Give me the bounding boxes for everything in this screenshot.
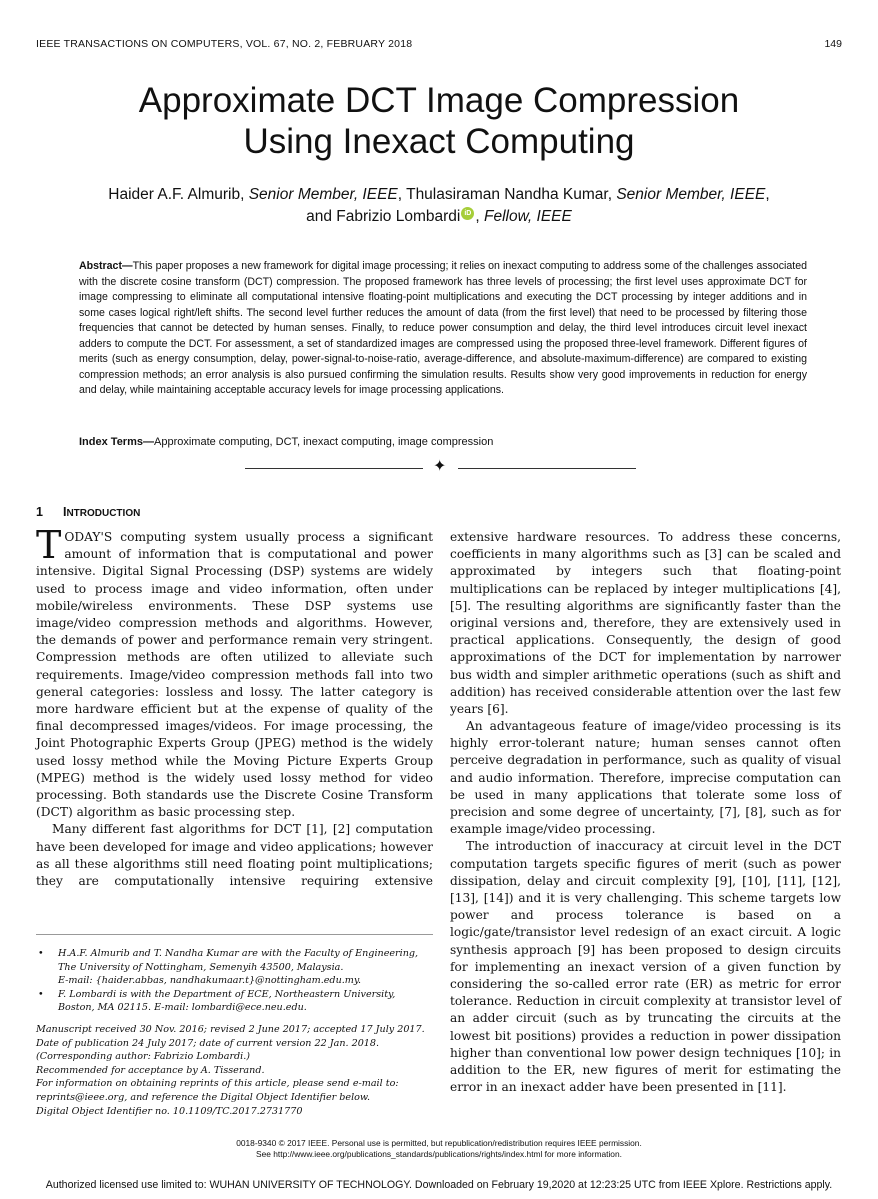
author-lombardi-role: Fellow, IEEE — [483, 208, 572, 225]
recommended-by: Recommended for acceptance by A. Tisserand. — [36, 1064, 265, 1076]
paragraph-2: Many different fast algorithms for DCT [1], [2] computation have been developed for image and video applications; however as all these algorithms still need floating point multiplications; they are computationally intensive requiring extensive — [36, 822, 433, 889]
separator-line-right — [458, 468, 636, 469]
lead-smallcaps: ODAY'S — [64, 530, 113, 544]
footnote-rule — [36, 934, 433, 935]
author-almurib-role: Senior Member, IEEE — [248, 186, 398, 203]
index-terms-label: Index Terms— — [79, 436, 154, 448]
footnote-affiliation-2: • F. Lombardi is with the Department of ECE, Northeastern University, Boston, MA 02115. E-mail: lombardi@ece.neu.edu. — [36, 988, 433, 1015]
author-kumar: , Thulasiraman Nandha Kumar, — [397, 186, 617, 203]
separator-diamond-icon: ✦ — [433, 458, 447, 475]
index-terms-text: Approximate computing, DCT, inexact computing, image compression — [154, 436, 494, 448]
paragraph-2-continued: extensive hardware resources. To address these concerns, coefficients in many algorithms such as [3] can be scaled and approximated by integers such that floating-point multiplications can be replaced by integer multiplications [4], [5]. The resulting algorithms are significantly faster than the original versions and, therefore, they are extensively used in practical applications. Consequently, the design of good approximations of the DCT for implementation by narrower bus width and simpler arithmetic operations (such as shift and addition) has received considerable attention over the last few years [6]. — [450, 530, 841, 717]
separator-line-left — [245, 468, 423, 469]
running-head: IEEE TRANSACTIONS ON COMPUTERS, VOL. 67, NO. 2, FEBRUARY 2018 — [36, 38, 413, 50]
title-line-2: Using Inexact Computing — [243, 122, 635, 161]
drop-cap: T — [36, 523, 62, 567]
author-almurib: Haider A.F. Almurib, — [108, 186, 249, 203]
author-list: Haider A.F. Almurib, Senior Member, IEEE, Thulasiraman Nandha Kumar, Senior Member, IEEE, and Fabrizio Lombardi iD , Fellow, IEEE — [108, 186, 770, 225]
section-title-rest: NTRODUCTION — [66, 508, 141, 519]
section-number: 1 — [36, 505, 43, 519]
authorized-use-notice: Authorized licensed use limited to: WUHAN UNIVERSITY OF TECHNOLOGY. Downloaded on February 19,2020 at 12:23:25 UTC from IEEE Xplore. Restrictions apply. — [45, 1179, 833, 1191]
copyright-notice: 0018-9340 © 2017 IEEE. Personal use is permitted, but republication/redistribution requires IEEE permission. See http://www.ieee.org/publications_standards/publications/rights/index.html for more information. — [236, 1138, 642, 1159]
body-column-left — [36, 523, 433, 889]
paragraph-3: An advantageous feature of image/video processing is its highly error-tolerant nature; human senses cannot often perceive degradation in performance, such as quality of visual and audio information. Therefore, imprecise computation can be used in many applications that tolerate some loss of precision and some degree of uncertainty, [7], [8], such as for example image/video processing. — [450, 719, 841, 837]
paragraph-4: The introduction of inaccuracy at circuit level in the DCT computation targets specific figures of merit (such as power dissipation, delay and circuit complexity [9], [10], [11], [12], [13], [14]) and it is very challenging. This scheme targets low power and process tolerance is based on a logic/gate/transistor level redesign of an exact circuit. A logic synthesis approach [9] has been proposed to design circuits for implementing an inexact version of a given function by considering the so-called error rate (ER) as metric for error tolerance. Reduction in circuit complexity at transistor level of an adder circuit (such as by truncating the circuits at the lowest bit positions) provides a reduction in power dissipation higher than conventional low power design techniques [10]; in addition to the ER, new figures of merit for estimating the error in an inexact adder have been presented in [11]. — [450, 839, 841, 1095]
footnote-affiliation-1: • H.A.F. Almurib and T. Nandha Kumar are with the Faculty of Engineering, The University of Nottingham, Semenyih 43500, Malaysia. E-mail: {haider.abbas, nandhakumaar.t}@nottingham.edu.my. — [36, 947, 433, 988]
page-number: 149 — [824, 38, 842, 50]
abstract — [79, 259, 807, 399]
section-title-initial: I — [62, 505, 67, 519]
body-column-right — [450, 529, 841, 1096]
orcid-icon[interactable]: iD — [461, 207, 474, 220]
index-terms — [79, 435, 807, 450]
title-line-1: Approximate DCT Image Compression — [138, 81, 740, 120]
abstract-text: This paper proposes a new framework for digital image processing; it relies on inexact computing to address some of the challenges associated with the discrete cosine transform (DCT) compression. The proposed framework has three levels of processing; the first level uses approximate DCT for image compressing to eliminate all computational intensive floating-point multiplications and executing the DCT processing by integer additions and in some cases logical right/left shifts. The second level further reduces the amount of data (from the first level) that need to be processed by filtering those frequencies that cannot be detected by human senses. Finally, to reduce power consumption and delay, the third level introduces circuit level inexact adders to compute the DCT. For assessment, a set of standardized images are compressed using the proposed three-level framework. Different figures of merits (such as energy consumption, delay, power-signal-to-noise-ratio, average-difference, and absolute-maximum-difference) are compared to existing compression methods; an error analysis is also pursued confirming the simulation results. Results show very good improvements in reduction for energy and delay, while maintaining acceptable accuracy levels for image processing applications. — [79, 260, 807, 396]
abstract-label: Abstract— — [79, 260, 133, 272]
doi[interactable]: Digital Object Identifier no. 10.1109/TC.2017.2731770 — [36, 1105, 303, 1117]
author-kumar-role: Senior Member, IEEE — [616, 186, 766, 203]
manuscript-dates: Manuscript received 30 Nov. 2016; revised 2 June 2017; accepted 17 July 2017. Date of publication 24 July 2017; date of current version 22 Jan. 2018. (Corresponding author: Fabrizio Lombardi.) — [36, 1023, 425, 1063]
reprints-info: For information on obtaining reprints of this article, please send e-mail to: reprints@ieee.org, and reference the Digital Object Identifier below. — [36, 1078, 399, 1103]
section-heading-introduction — [36, 505, 140, 519]
paragraph-1: TODAY'S computing system usually process a significant amount of information that is computational and power intensive. Digital Signal Processing (DSP) systems are widely used to process image and video information, often under mobile/wireless environments. These DSP systems use image/video compression methods and algorithms. However, the demands of power and performance remain very stringent. Compression methods are often utilized to alleviate such requirements. Image/video compression methods fall into two general categories: lossless and lossy. The latter category is more hardware efficient but at the expense of quality of the final decompressed images/videos. For image processing, the Joint Photographic Experts Group (JPEG) method is the widely used lossy method while the Moving Picture Experts Group (MPEG) method is the widely used lossy method for video processing. Both standards use the Discrete Cosine Transform (DCT) algorithm as basic processing step. — [36, 523, 433, 820]
paper-title — [0, 80, 878, 162]
footnotes — [36, 947, 433, 1118]
author-lombardi: and Fabrizio Lombardi — [306, 208, 461, 225]
